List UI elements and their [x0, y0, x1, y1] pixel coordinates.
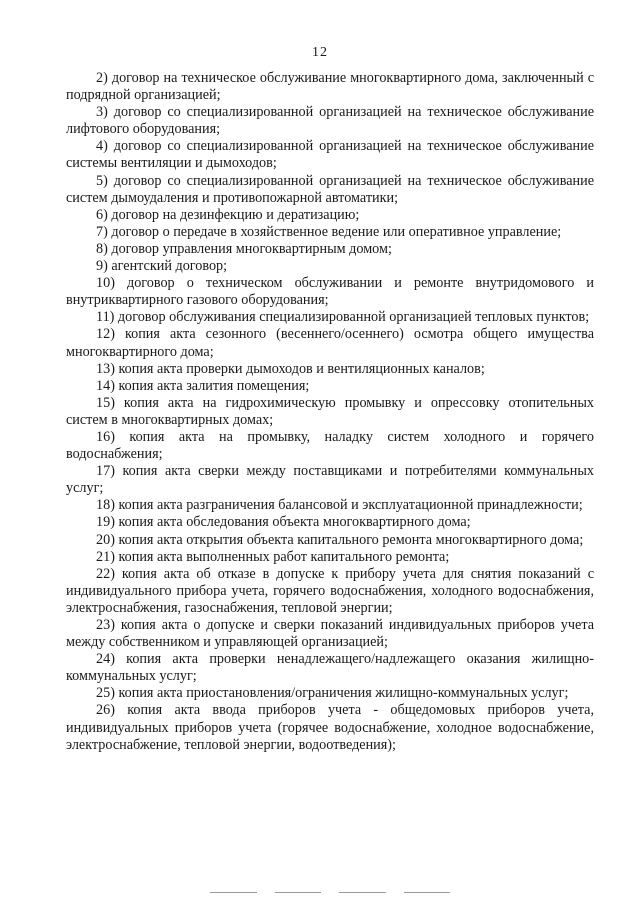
list-item: 25) копия акта приостановления/ограничения жилищно-коммунальных услуг;: [96, 685, 569, 702]
list-item: 15) копия акта на гидрохимическую промывку и опрессовку отопительных систем в многоквартирных домах;: [66, 394, 594, 428]
list-item: 4) договор со специализированной организацией на техническое обслуживание системы вентиляции и дымоходов;: [66, 138, 594, 172]
list-item: 20) копия акта открытия объекта капитального ремонта многоквартирного дома;: [96, 531, 584, 548]
list-item: 18) копия акта разграничения балансовой и эксплуатационной принадлежности;: [96, 497, 583, 514]
list-item: 6) договор на дезинфекцию и дератизацию;: [96, 206, 360, 223]
list-item: 10) договор о техническом обслуживании и ремонте внутридомового и внутриквартирного газового оборудования;: [66, 275, 594, 309]
list-item: 7) договор о передаче в хозяйственное ведение или оперативное управление;: [96, 223, 562, 240]
list-item: 2) договор на техническое обслуживание многоквартирного дома, заключенный с подрядной организацией;: [66, 70, 594, 104]
list-item: 24) копия акта проверки ненадлежащего/надлежащего оказания жилищно-коммунальных услуг;: [66, 651, 594, 685]
list-item: 26) копия акта ввода приборов учета - общедомовых приборов учета, индивидуальных приборов учета (горячее водоснабжение, холодное водоснабжение, электроснабжение, тепловой энергии, водоотведения);: [66, 702, 594, 753]
list-item: 22) копия акта об отказе в допуске к прибору учета для снятия показаний с индивидуального прибора учета, горячего водоснабжения, холодного водоснабжения, электроснабжения, газоснабжения, тепловой энергии;: [66, 565, 594, 616]
list-item: 11) договор обслуживания специализированной организацией тепловых пунктов;: [96, 309, 590, 326]
list-item: 14) копия акта залития помещения;: [96, 377, 310, 394]
list-item: 8) договор управления многоквартирным домом;: [96, 240, 392, 257]
footer-mark: [275, 892, 322, 893]
list-item: 17) копия акта сверки между поставщиками и потребителями коммунальных услуг;: [66, 463, 594, 497]
footer-mark: [404, 892, 451, 893]
list-item: 19) копия акта обследования объекта многоквартирного дома;: [96, 514, 471, 531]
list-item: 23) копия акта о допуске и сверки показаний индивидуальных приборов учета между собственником и управляющей организацией;: [66, 617, 594, 651]
document-body: [66, 70, 594, 754]
footer-scan-marks: [210, 892, 450, 894]
page-number: 12: [312, 45, 328, 60]
list-item: 9) агентский договор;: [96, 258, 228, 275]
list-item: 16) копия акта на промывку, наладку систем холодного и горячего водоснабжения;: [66, 428, 594, 463]
footer-mark: [339, 892, 386, 893]
list-item: 12) копия акта сезонного (весеннего/осеннего) осмотра общего имущества многоквартирного дома;: [66, 326, 594, 360]
list-item: 21) копия акта выполненных работ капитального ремонта;: [96, 548, 450, 565]
list-item: 5) договор со специализированной организацией на техническое обслуживание систем дымоудаления и противопожарной автоматики;: [66, 172, 594, 206]
list-item: 13) копия акта проверки дымоходов и вентиляционных каналов;: [96, 360, 485, 377]
footer-mark: [210, 892, 257, 893]
list-item: 3) договор со специализированной организацией на техническое обслуживание лифтового оборудования;: [66, 104, 594, 138]
